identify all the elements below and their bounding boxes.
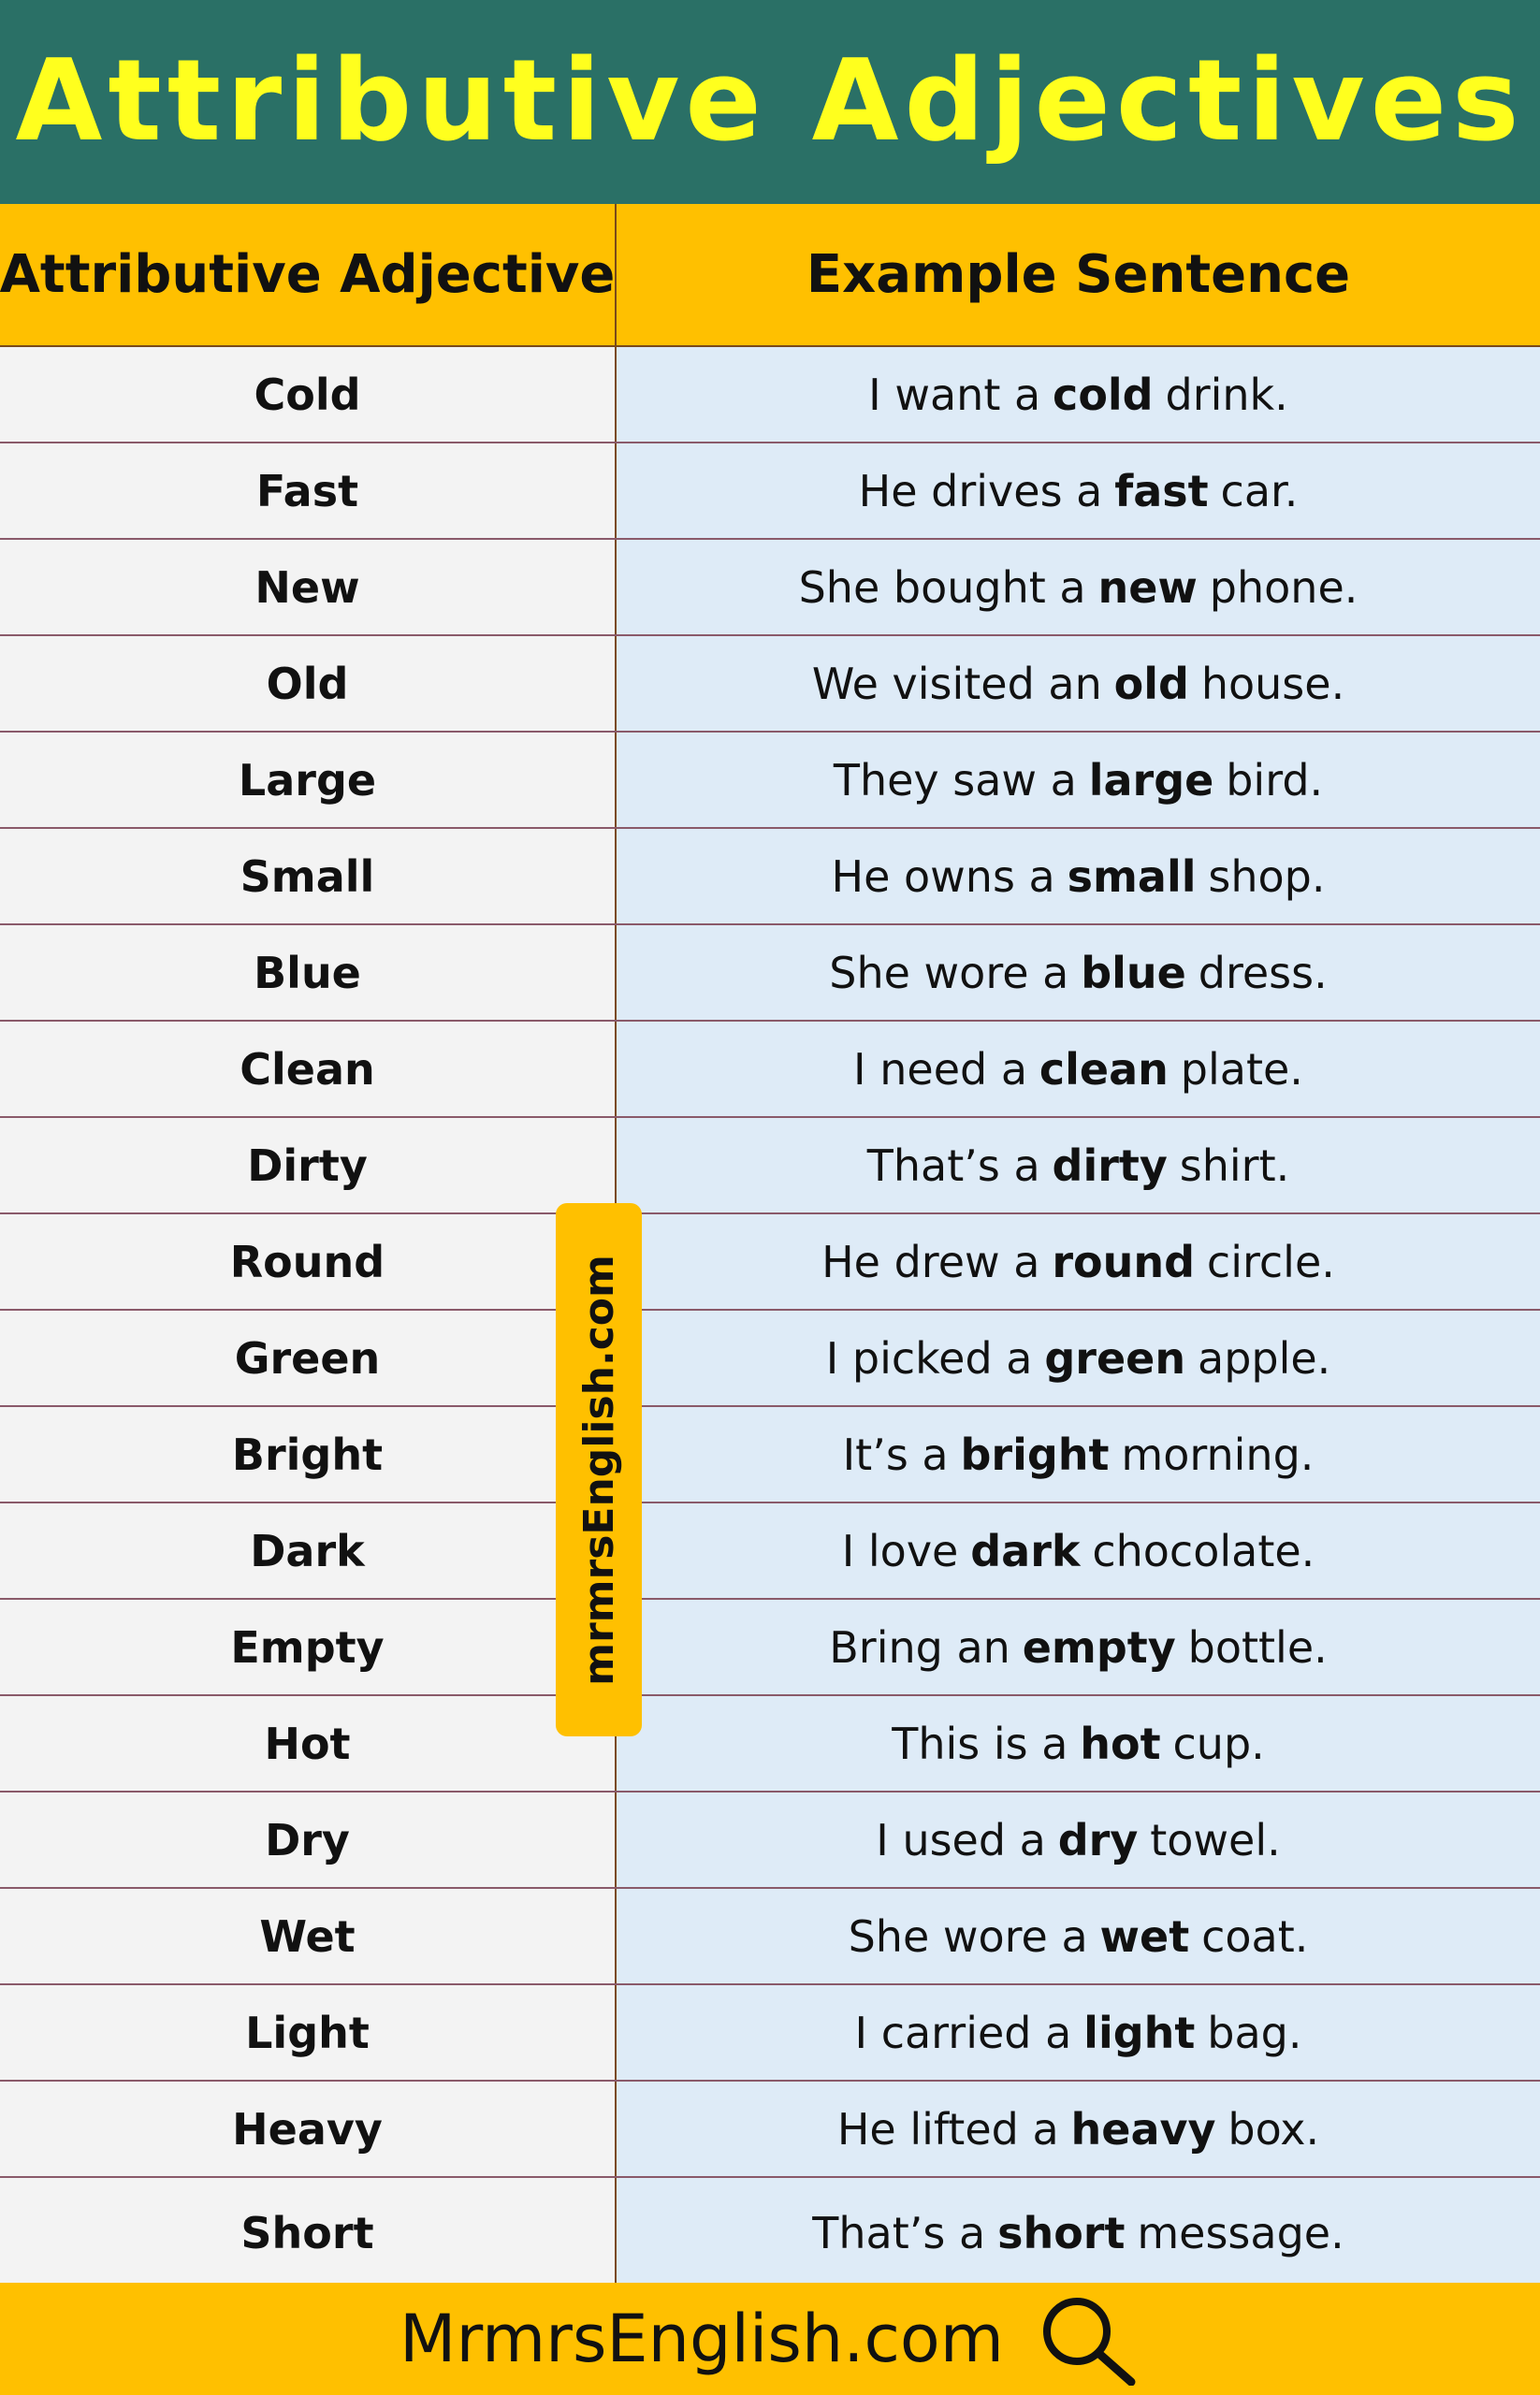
example-text-before: I love xyxy=(841,1525,959,1576)
table-row xyxy=(0,347,1540,443)
footer-website: MrmrsEnglish.com xyxy=(400,2301,1004,2377)
example-text-before: I used a xyxy=(876,1814,1046,1865)
adjective-cell: Large xyxy=(0,733,617,827)
example-text-before: We visited an xyxy=(811,658,1102,709)
table-row xyxy=(0,540,1540,636)
example-highlighted-adjective: green xyxy=(1044,1332,1186,1384)
example-highlighted-adjective: short xyxy=(997,2207,1126,2258)
table-row xyxy=(0,443,1540,540)
example-text-after: shirt. xyxy=(1179,1139,1290,1191)
table-row xyxy=(0,1311,1540,1407)
table-row xyxy=(0,1118,1540,1214)
example-cell xyxy=(617,1022,1540,1116)
table-row xyxy=(0,1889,1540,1985)
example-cell xyxy=(617,733,1540,827)
example-cell xyxy=(617,829,1540,923)
example-text-before: That’s a xyxy=(866,1139,1040,1191)
example-text-after: morning. xyxy=(1121,1429,1315,1480)
example-highlighted-adjective: fast xyxy=(1114,465,1209,516)
example-text-after: bottle. xyxy=(1187,1621,1328,1673)
header-example: Example Sentence xyxy=(806,244,1351,305)
adjective-table xyxy=(0,204,1540,2287)
table-row xyxy=(0,2082,1540,2178)
example-highlighted-adjective: dirty xyxy=(1052,1139,1168,1191)
table-row xyxy=(0,636,1540,733)
example-text-before: I carried a xyxy=(854,2007,1072,2058)
example-cell xyxy=(617,925,1540,1020)
example-highlighted-adjective: small xyxy=(1067,850,1197,902)
example-text-before: It’s a xyxy=(842,1429,949,1480)
example-text-after: apple. xyxy=(1198,1332,1331,1384)
example-text-after: circle. xyxy=(1206,1236,1335,1287)
table-row xyxy=(0,925,1540,1022)
example-text-before: He lifted a xyxy=(836,2103,1059,2155)
adjective-cell: Old xyxy=(0,636,617,731)
adjective-cell: Dark xyxy=(0,1503,617,1598)
example-cell xyxy=(617,636,1540,731)
table-row xyxy=(0,1214,1540,1311)
example-highlighted-adjective: dry xyxy=(1057,1814,1139,1865)
example-cell xyxy=(617,1600,1540,1694)
watermark-text: mrmrsEnglish.com xyxy=(574,1254,623,1686)
example-highlighted-adjective: clean xyxy=(1039,1043,1169,1095)
footer-bar xyxy=(0,2283,1540,2395)
example-text-after: chocolate. xyxy=(1092,1525,1315,1576)
adjective-cell: Clean xyxy=(0,1022,617,1116)
example-text-before: I picked a xyxy=(825,1332,1033,1384)
example-highlighted-adjective: cold xyxy=(1053,369,1154,420)
example-cell xyxy=(617,347,1540,442)
example-text-before: They saw a xyxy=(833,754,1077,806)
example-text-before: He drives a xyxy=(858,465,1103,516)
example-cell xyxy=(617,1985,1540,2080)
example-cell xyxy=(617,1793,1540,1887)
example-text-after: drink. xyxy=(1165,369,1288,420)
example-text-before: This is a xyxy=(892,1718,1068,1769)
example-text-after: phone. xyxy=(1209,561,1358,613)
adjective-cell: Green xyxy=(0,1311,617,1405)
example-text-before: I need a xyxy=(853,1043,1028,1095)
watermark-badge xyxy=(556,1203,642,1736)
table-row xyxy=(0,1022,1540,1118)
adjective-cell: Dry xyxy=(0,1793,617,1887)
example-cell xyxy=(617,1311,1540,1405)
search-icon xyxy=(1038,2292,1140,2386)
adjective-cell: Wet xyxy=(0,1889,617,1983)
adjective-cell: Bright xyxy=(0,1407,617,1502)
example-text-after: box. xyxy=(1228,2103,1320,2155)
example-highlighted-adjective: dark xyxy=(970,1525,1081,1576)
example-cell xyxy=(617,540,1540,634)
table-header-row xyxy=(0,204,1540,347)
example-highlighted-adjective: large xyxy=(1088,754,1214,806)
table-row xyxy=(0,1600,1540,1696)
example-cell xyxy=(617,1214,1540,1309)
example-text-before: That’s a xyxy=(812,2207,986,2258)
example-cell xyxy=(617,1407,1540,1502)
adjective-cell: Heavy xyxy=(0,2082,617,2176)
example-cell xyxy=(617,1696,1540,1791)
table-body xyxy=(0,347,1540,2287)
example-text-after: bird. xyxy=(1226,754,1324,806)
example-text-after: message. xyxy=(1137,2207,1344,2258)
example-cell xyxy=(617,2178,1540,2287)
title-banner xyxy=(0,0,1540,204)
example-text-after: shop. xyxy=(1208,850,1326,902)
table-row xyxy=(0,1503,1540,1600)
adjective-cell: New xyxy=(0,540,617,634)
adjective-cell: Small xyxy=(0,829,617,923)
example-text-after: car. xyxy=(1220,465,1299,516)
adjective-cell: Round xyxy=(0,1214,617,1309)
example-highlighted-adjective: blue xyxy=(1081,947,1186,998)
adjective-cell: Blue xyxy=(0,925,617,1020)
adjective-cell: Cold xyxy=(0,347,617,442)
example-highlighted-adjective: hot xyxy=(1080,1718,1161,1769)
page-title: Attributive Adjectives xyxy=(15,36,1525,167)
example-cell xyxy=(617,443,1540,538)
table-row xyxy=(0,1985,1540,2082)
example-text-before: He drew a xyxy=(821,1236,1040,1287)
example-text-after: coat. xyxy=(1201,1910,1309,1962)
example-cell xyxy=(617,1118,1540,1212)
example-text-after: house. xyxy=(1200,658,1345,709)
adjective-cell: Hot xyxy=(0,1696,617,1791)
example-highlighted-adjective: bright xyxy=(960,1429,1110,1480)
example-text-after: plate. xyxy=(1180,1043,1303,1095)
example-text-after: dress. xyxy=(1198,947,1328,998)
example-text-before: I want a xyxy=(868,369,1041,420)
table-row xyxy=(0,1696,1540,1793)
adjective-cell: Fast xyxy=(0,443,617,538)
example-highlighted-adjective: round xyxy=(1052,1236,1196,1287)
adjective-cell: Light xyxy=(0,1985,617,2080)
example-cell xyxy=(617,2082,1540,2176)
table-row xyxy=(0,1407,1540,1503)
table-row xyxy=(0,733,1540,829)
example-text-after: towel. xyxy=(1150,1814,1281,1865)
table-row xyxy=(0,2178,1540,2287)
example-highlighted-adjective: light xyxy=(1083,2007,1196,2058)
example-text-before: She wore a xyxy=(848,1910,1088,1962)
table-row xyxy=(0,829,1540,925)
adjective-cell: Short xyxy=(0,2178,617,2287)
adjective-cell: Empty xyxy=(0,1600,617,1694)
example-text-before: Bring an xyxy=(829,1621,1010,1673)
example-highlighted-adjective: empty xyxy=(1022,1621,1176,1673)
example-highlighted-adjective: heavy xyxy=(1070,2103,1216,2155)
table-row xyxy=(0,1793,1540,1889)
example-text-before: She wore a xyxy=(829,947,1069,998)
example-cell xyxy=(617,1889,1540,1983)
adjective-cell: Dirty xyxy=(0,1118,617,1212)
example-text-before: He owns a xyxy=(831,850,1055,902)
example-highlighted-adjective: old xyxy=(1113,658,1189,709)
example-text-after: bag. xyxy=(1207,2007,1302,2058)
example-text-before: She bought a xyxy=(798,561,1086,613)
example-text-after: cup. xyxy=(1172,1718,1265,1769)
example-cell xyxy=(617,1503,1540,1598)
example-highlighted-adjective: new xyxy=(1097,561,1198,613)
example-highlighted-adjective: wet xyxy=(1099,1910,1190,1962)
header-adjective: Attributive Adjective xyxy=(0,204,617,345)
